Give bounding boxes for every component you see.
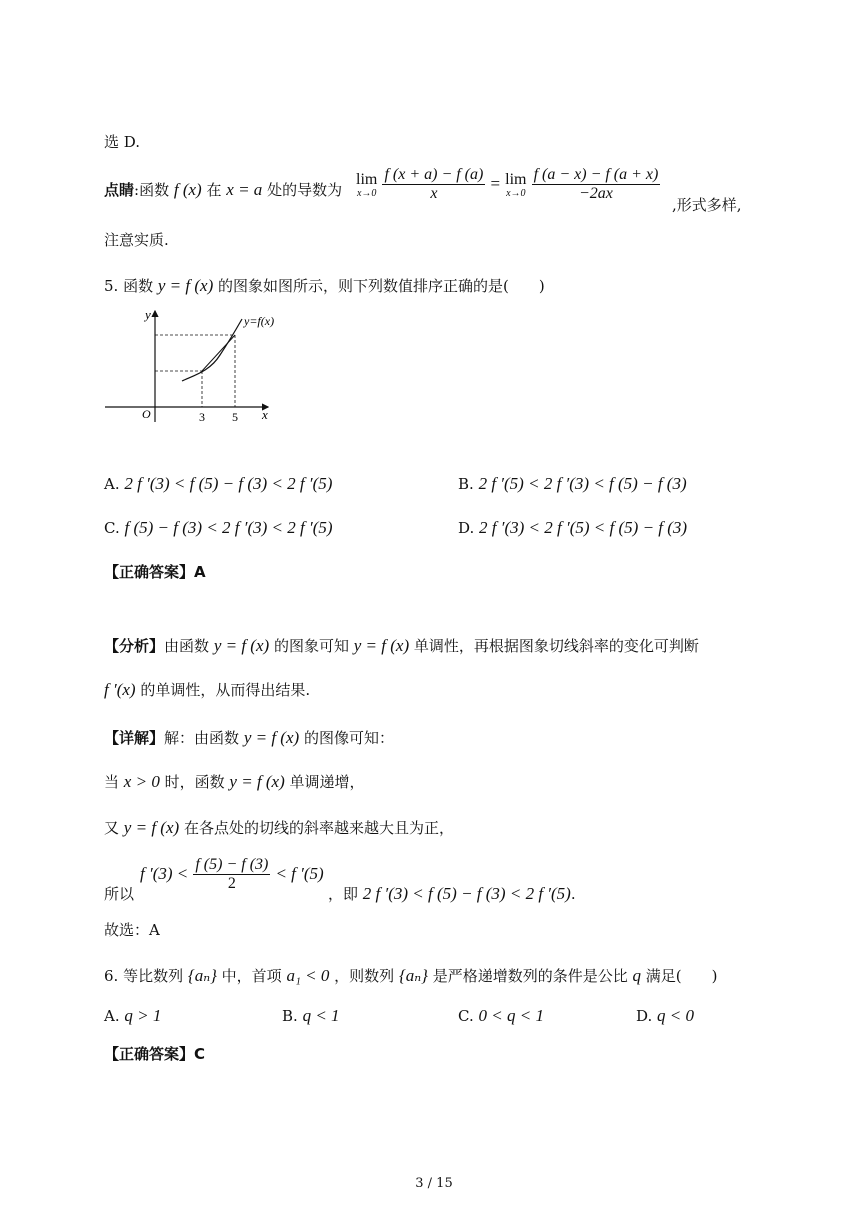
fraction-3: $\frac{f (5) - f (3)}{2}$ — [195, 856, 269, 892]
text-span: 函数 — [123, 277, 154, 295]
q6-option-d[interactable]: D. q < 0 — [636, 1006, 695, 1025]
option-expr: 2 f ′(3) < 2 f ′(5) < f (5) − f (3) — [479, 518, 688, 537]
option-expr: q > 1 — [124, 1006, 162, 1025]
lim-1: lim x→0 — [356, 170, 378, 199]
text-line — [104, 230, 169, 250]
page-number: 3 / 15 — [415, 1176, 453, 1191]
option-expr: q < 0 — [657, 1006, 695, 1025]
dianjing-line — [104, 180, 342, 200]
q5-option-b[interactable]: B. 2 f ′(5) < 2 f ′(3) < f (5) − f (3) — [458, 474, 687, 493]
option-expr: 2 f ′(5) < 2 f ′(3) < f (5) − f (3) — [478, 474, 687, 493]
origin-label: O — [142, 407, 151, 421]
fenxi-line: 【分析】由函数 y = f (x) 的图象可知 y = f (x) 单调性，再根据图象切线斜率的变化可判断 — [104, 636, 699, 655]
dang-line: 当 x > 0 时，函数 y = f (x) 单调递增， — [104, 772, 365, 791]
text-span: ,形式多样, — [672, 196, 742, 214]
fraction-2: $\frac{f (a - x) - f (a + x)}{-2ax}$ — [533, 166, 659, 202]
text-line — [104, 132, 140, 152]
text-span: 处的导数为 — [267, 181, 343, 199]
option-expr: f (5) − f (3) < 2 f ′(3) < 2 f ′(5) — [124, 518, 333, 537]
suoyi-tail: ，即 2 f ′(3) < f (5) − f (3) < 2 f ′(5). — [328, 884, 576, 903]
question-5-stem — [104, 276, 545, 296]
q5-option-c[interactable]: C. f (5) − f (3) < 2 f ′(3) < 2 f ′(5) — [104, 518, 333, 537]
question-6-stem: 6. 等比数列 {aₙ} 中，首项 a₁ < 0 ，则数列 {aₙ} 是严格递增数列的条件是公比 q 满足( ) — [104, 966, 718, 985]
curve-label: y=f(x) — [244, 314, 275, 328]
xiangjie-label: 【详解】 — [104, 729, 165, 747]
x-axis-label: x — [262, 407, 268, 422]
option-expr: 0 < q < 1 — [478, 1006, 544, 1025]
option-expr: 2 f ′(3) < f (5) − f (3) < 2 f ′(5) — [124, 474, 333, 493]
text-span: 在 — [206, 181, 222, 199]
math-y-eq-fx: y = f (x) — [157, 276, 214, 295]
tick-label-5: 5 — [232, 410, 238, 424]
dianjing-label: 点睛 — [104, 181, 135, 199]
secant-line — [202, 335, 235, 371]
math-fx: f (x) — [173, 180, 202, 199]
option-expr: q < 1 — [302, 1006, 340, 1025]
text-span: 注意实质. — [104, 231, 169, 249]
fenxi-label: 【分析】 — [104, 637, 165, 655]
q6-answer: 【正确答案】C — [104, 1045, 206, 1063]
xiangjie-line: 【详解】解：由函数 y = f (x) 的图像可知： — [104, 728, 394, 747]
lim-2: lim x→0 — [505, 170, 527, 199]
fenxi-line-2: f ′(x) 的单调性，从而得出结果. — [104, 680, 311, 699]
text-span: :函数 — [134, 181, 170, 199]
q6-option-b[interactable]: B. q < 1 — [282, 1006, 340, 1025]
suoyi-label: 所以 — [104, 885, 135, 903]
question-number: 5. — [104, 277, 124, 295]
question-number: 6. — [104, 967, 124, 985]
q6-option-c[interactable]: C. 0 < q < 1 — [458, 1006, 544, 1025]
text-span: 选 D. — [104, 133, 141, 151]
q5-option-d[interactable]: D. 2 f ′(3) < 2 f ′(5) < f (5) − f (3) — [458, 518, 688, 537]
y-axis-label: y — [145, 307, 151, 322]
text-span: 的图象如图所示，则下列数值排序正确的是( ) — [218, 277, 545, 295]
function-graph — [100, 305, 280, 425]
curve — [182, 319, 242, 381]
q5-option-a[interactable]: A. 2 f ′(3) < f (5) − f (3) < 2 f ′(5) — [104, 474, 333, 493]
q5-answer: 【正确答案】A — [104, 563, 206, 581]
equals-sign: = — [490, 174, 501, 193]
guxuan-line: 故选：A — [104, 921, 160, 939]
derivative-formula — [356, 166, 660, 203]
text-line — [672, 195, 742, 215]
q6-option-a[interactable]: A. q > 1 — [104, 1006, 162, 1025]
math-x-eq-a: x = a — [226, 180, 263, 199]
you-line: 又 y = f (x) 在各点处的切线的斜率越来越大且为正， — [104, 818, 454, 837]
fraction-1: $\frac{f (x + a) - f (a)}{x}$ — [384, 166, 484, 202]
tick-label-3: 3 — [199, 410, 205, 424]
suoyi-inequality: f ′(3) < $\frac{f (5) - f (3)}{2}$ < f ′(5) — [140, 856, 324, 892]
